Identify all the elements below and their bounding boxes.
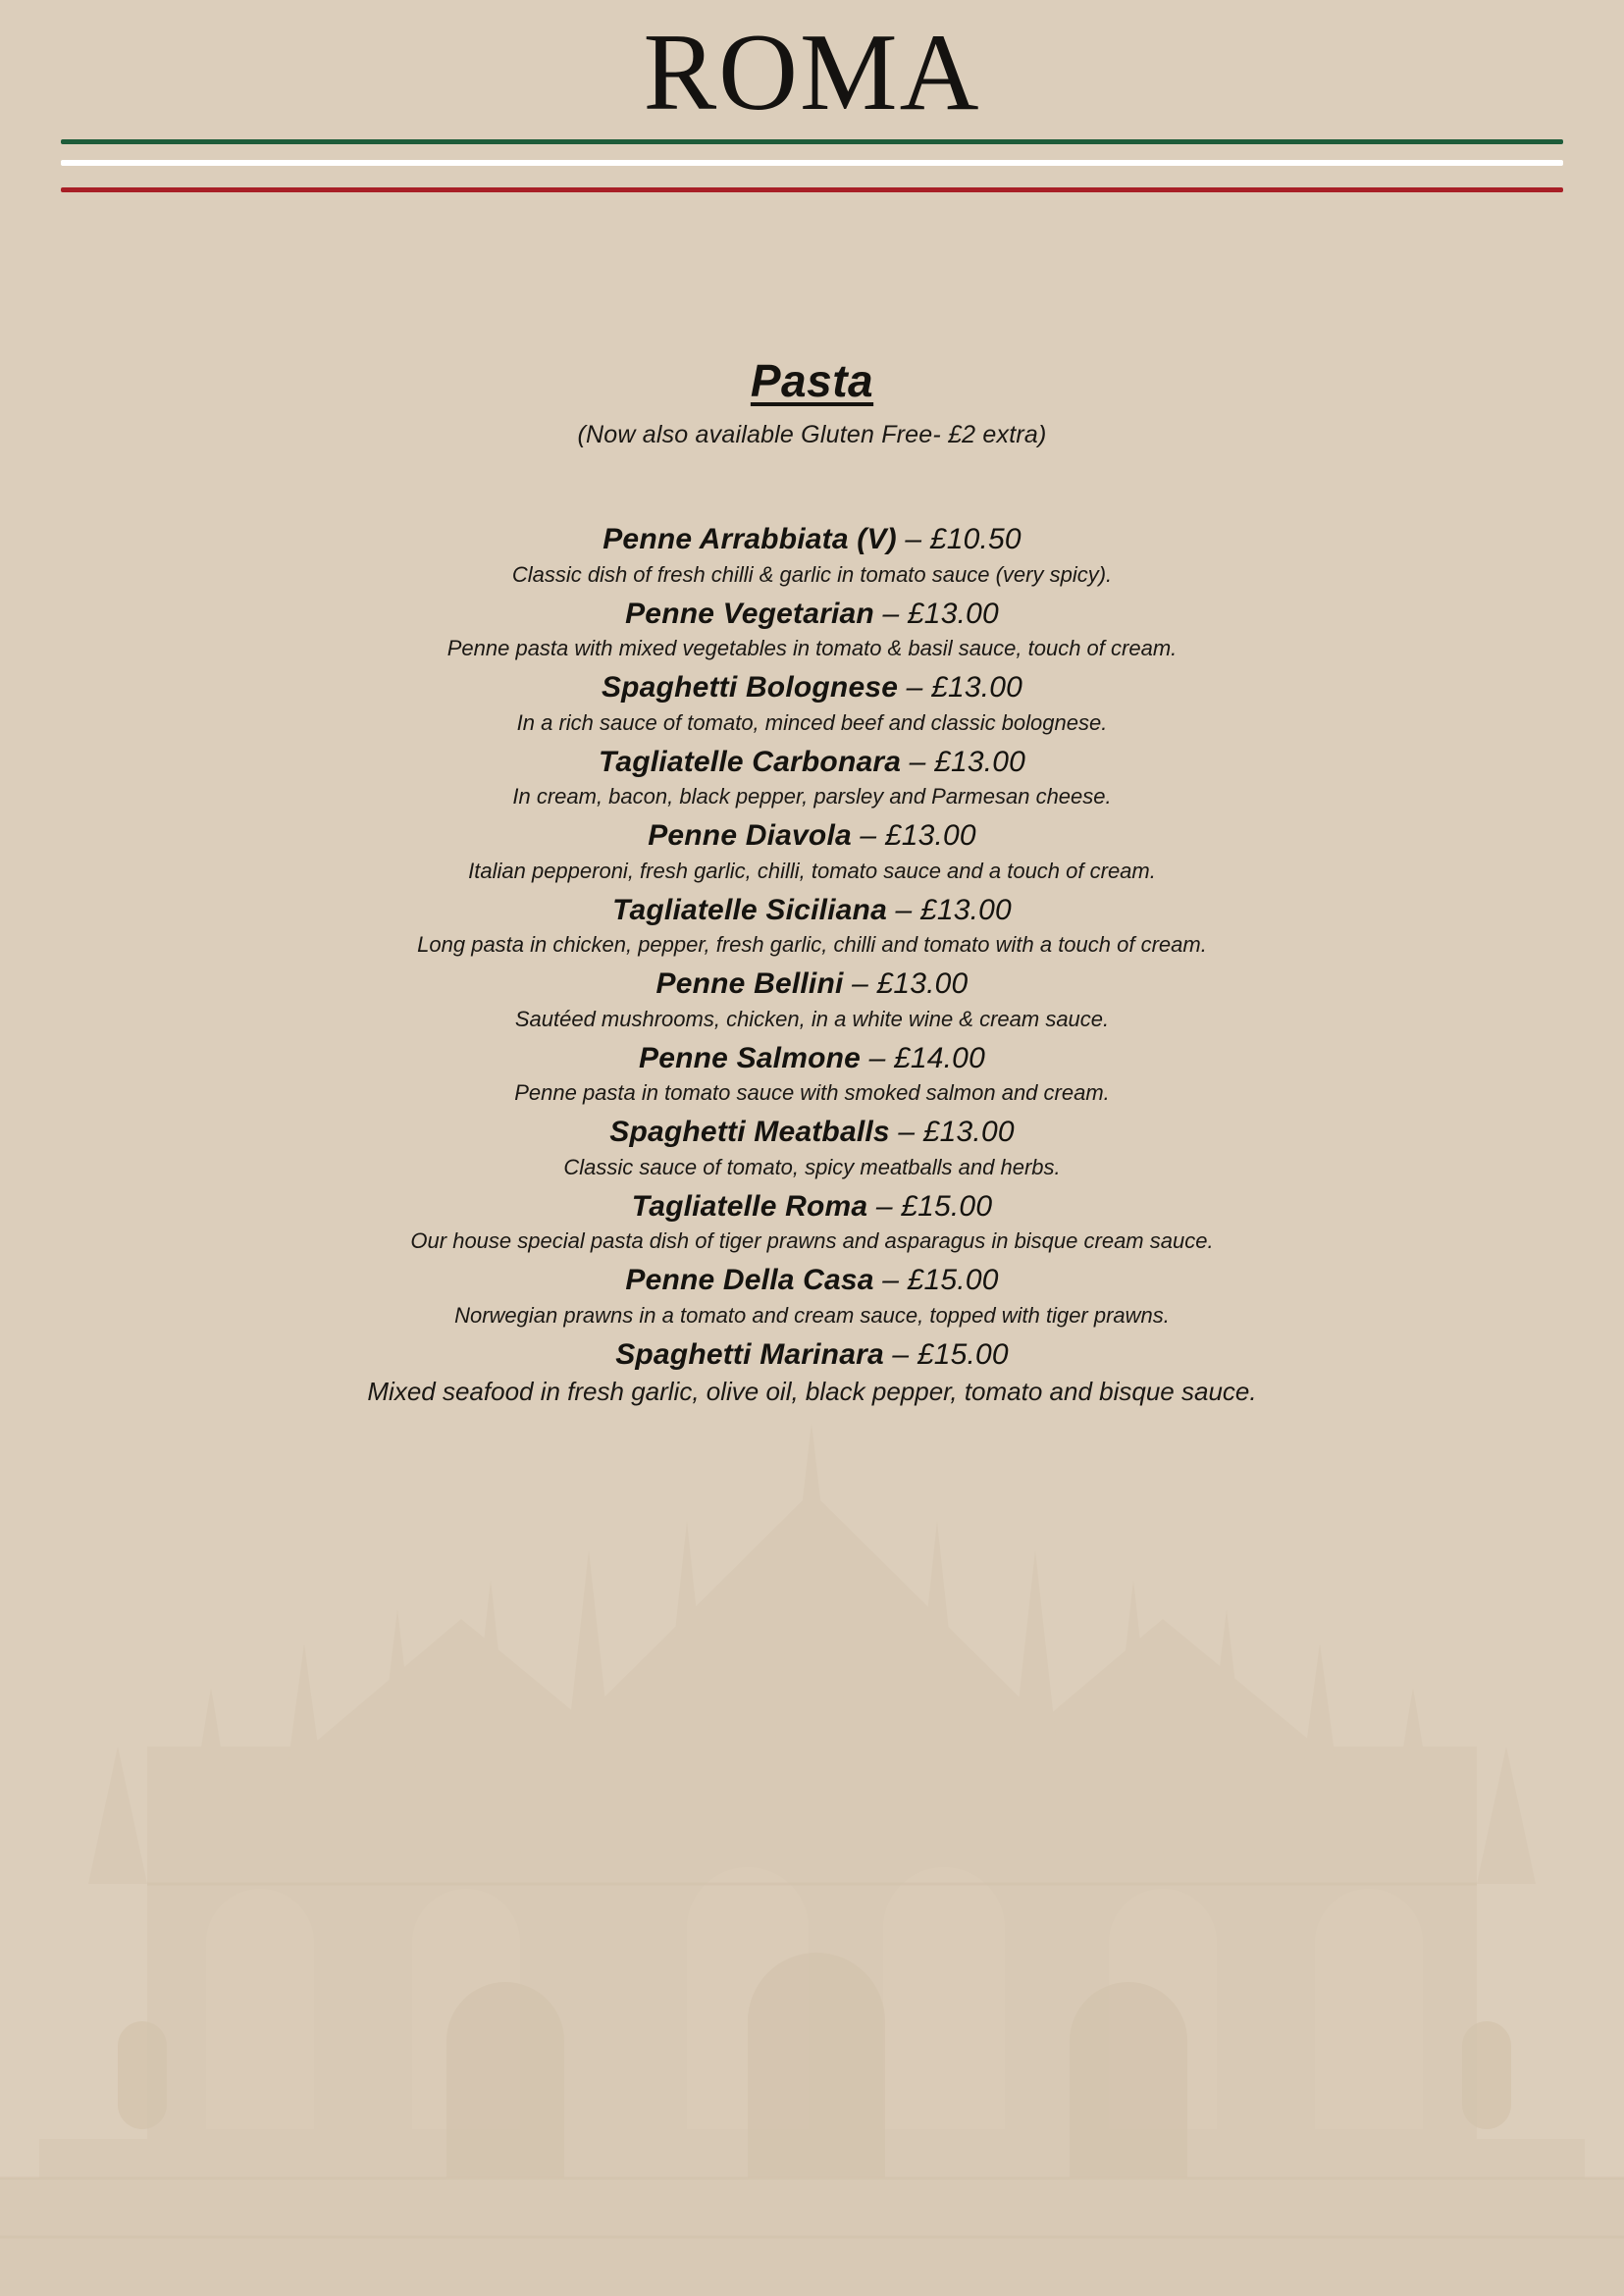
menu-item-name: Penne Vegetarian [625,597,874,630]
menu-item [0,520,1624,591]
menu-item-heading [0,816,1624,857]
menu-item [0,743,1624,813]
menu-item-name: Penne Della Casa [625,1264,874,1296]
menu-item-list [0,520,1624,1411]
menu-item-description: In cream, bacon, black pepper, parsley and Parmesan cheese. [512,784,1112,809]
menu-item-heading [0,595,1624,635]
menu-item-heading [0,743,1624,783]
menu-item-name: Tagliatelle Siciliana [612,893,887,926]
menu-item-name: Penne Bellini [655,967,844,1000]
menu-item-heading [0,891,1624,931]
menu-item-description: Penne pasta with mixed vegetables in tomato & basil sauce, touch of cream. [446,636,1178,660]
green-rule [61,139,1563,144]
menu-item-heading [0,965,1624,1005]
menu-item-description: Norwegian prawns in a tomato and cream sauce, topped with tiger prawns. [454,1302,1170,1328]
section-title: Pasta [750,355,874,406]
menu-item-description: Penne pasta in tomato sauce with smoked salmon and cream. [514,1080,1110,1105]
menu-item-heading [0,1187,1624,1227]
menu-item-price: – £15.00 [882,1264,999,1296]
menu-item-price: – £13.00 [852,967,969,1000]
menu-item-name: Spaghetti Bolognese [601,671,899,704]
menu-item-name: Spaghetti Meatballs [609,1116,890,1148]
menu-item-heading [0,1039,1624,1079]
menu-item-description: Mixed seafood in fresh garlic, olive oil, black pepper, tomato and bisque sauce. [367,1377,1257,1406]
menu-item-price: – £13.00 [882,597,999,630]
restaurant-logo: ROMA [643,12,981,133]
menu-item [0,891,1624,962]
menu-item [0,1335,1624,1412]
menu-item-heading [0,1335,1624,1376]
section-subtitle: (Now also available Gluten Free- £2 extra) [577,421,1047,448]
tricolor-divider [61,139,1563,192]
menu-item-name: Penne Arrabbiata (V) [602,523,897,555]
red-rule [61,187,1563,192]
menu-item-description: Long pasta in chicken, pepper, fresh garlic, chilli and tomato with a touch of cream. [417,932,1207,957]
menu-item-name: Spaghetti Marinara [615,1337,884,1371]
menu-item-heading [0,668,1624,708]
menu-item-price: – £13.00 [895,893,1012,926]
menu-item [0,1187,1624,1258]
menu-item [0,1113,1624,1183]
menu-item-description: Classic dish of fresh chilli & garlic in tomato sauce (very spicy). [511,561,1113,587]
menu-item-price: – £13.00 [909,745,1026,778]
menu-item-heading [0,1113,1624,1153]
menu-item-price: – £14.00 [868,1041,985,1074]
menu-item-price: – £15.00 [875,1189,993,1223]
menu-item-name: Penne Salmone [639,1041,862,1074]
menu-header [0,0,1624,192]
menu-item-description: Our house special pasta dish of tiger prawns and asparagus in bisque cream sauce. [410,1228,1214,1253]
menu-item-heading [0,520,1624,560]
menu-item-name: Penne Diavola [648,819,852,852]
menu-item-price: – £13.00 [860,819,976,852]
menu-item-name: Tagliatelle Carbonara [598,745,902,778]
menu-item-description: Italian pepperoni, fresh garlic, chilli, tomato sauce and a touch of cream. [468,858,1156,883]
menu-item [0,965,1624,1035]
menu-item-description: In a rich sauce of tomato, minced beef and classic bolognese. [516,709,1108,735]
menu-item-price: – £13.00 [906,671,1023,704]
menu-item [0,1261,1624,1331]
white-rule [61,160,1563,166]
menu-item-price: – £10.50 [905,523,1022,555]
menu-item [0,1039,1624,1110]
menu-item [0,595,1624,665]
menu-item [0,668,1624,739]
section-header [0,354,1624,449]
menu-item [0,816,1624,887]
menu-item-price: – £13.00 [898,1116,1015,1148]
menu-item-name: Tagliatelle Roma [631,1189,868,1223]
menu-item-price: – £15.00 [892,1337,1009,1371]
menu-item-description: Classic sauce of tomato, spicy meatballs and herbs. [563,1154,1061,1179]
menu-item-description: Sautéed mushrooms, chicken, in a white wine & cream sauce. [514,1006,1110,1031]
menu-item-heading [0,1261,1624,1301]
